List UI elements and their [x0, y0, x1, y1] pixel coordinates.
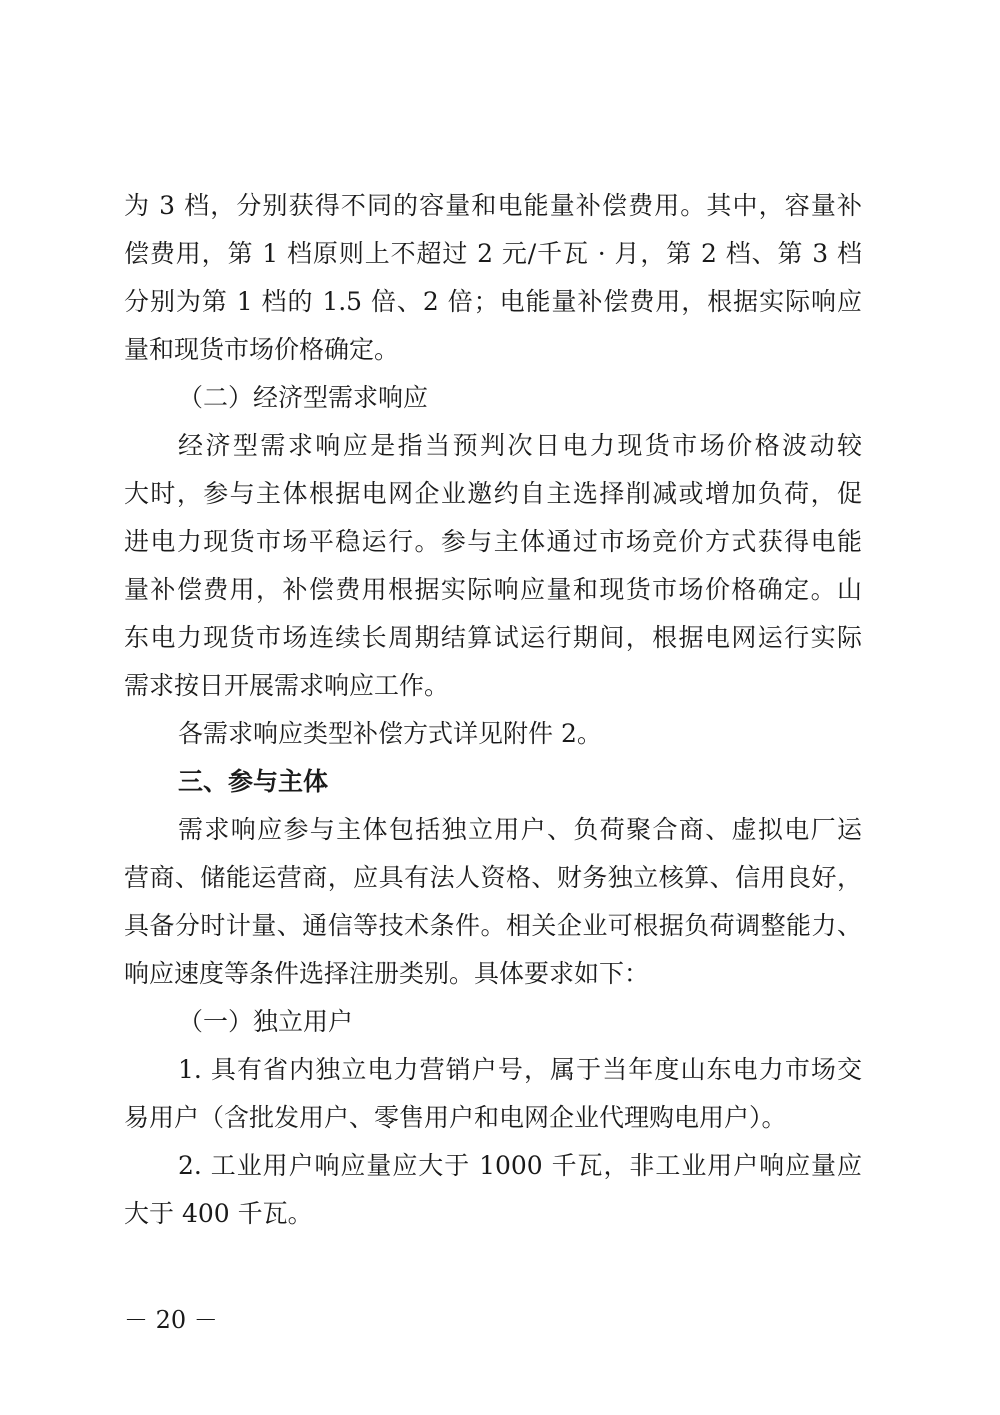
body-text-line: 2. 工业用户响应量应大于 1000 千瓦，非工业用户响应量应: [178, 1151, 862, 1180]
body-text-line: 量和现货市场价格确定。: [124, 335, 400, 364]
body-text-line: 为 3 档，分别获得不同的容量和电能量补偿费用。其中，容量补: [124, 191, 862, 220]
body-text-line: 进电力现货市场平稳运行。参与主体通过市场竞价方式获得电能: [124, 527, 862, 556]
body-text-line: 具备分时计量、通信等技术条件。相关企业可根据负荷调整能力、: [124, 911, 862, 940]
body-text-line: 偿费用，第 1 档原则上不超过 2 元/千瓦 · 月，第 2 档、第 3 档: [124, 239, 862, 268]
body-text-line: 大时，参与主体根据电网企业邀约自主选择削减或增加负荷，促: [124, 479, 862, 508]
body-text-line: 响应速度等条件选择注册类别。具体要求如下：: [124, 959, 650, 988]
body-text-line: 东电力现货市场连续长周期结算试运行期间，根据电网运行实际: [124, 623, 862, 652]
body-text-line: 大于 400 千瓦。: [124, 1199, 313, 1228]
body-text-line: 易用户（含批发用户、零售用户和电网企业代理购电用户）。: [124, 1103, 787, 1132]
body-text-line: 分别为第 1 档的 1.5 倍、2 倍；电能量补偿费用，根据实际响应: [124, 287, 862, 316]
body-text-line: 各需求响应类型补偿方式详见附件 2。: [178, 719, 602, 748]
body-text-line: 量补偿费用，补偿费用根据实际响应量和现货市场价格确定。山: [124, 575, 862, 604]
body-text-line: 需求响应参与主体包括独立用户、负荷聚合商、虚拟电厂运: [178, 815, 862, 844]
body-text-line: 经济型需求响应是指当预判次日电力现货市场价格波动较: [178, 431, 862, 460]
subsection-heading: （一）独立用户: [178, 1007, 354, 1036]
section-heading: 三、参与主体: [178, 767, 329, 796]
body-text-line: 营商、储能运营商，应具有法人资格、财务独立核算、信用良好，: [124, 863, 862, 892]
body-text-line: 1. 具有省内独立电力营销户号，属于当年度山东电力市场交: [178, 1055, 862, 1084]
page-number: － 20 －: [124, 1306, 218, 1334]
subsection-heading: （二）经济型需求响应: [178, 383, 429, 412]
body-text-line: 需求按日开展需求响应工作。: [124, 671, 450, 700]
